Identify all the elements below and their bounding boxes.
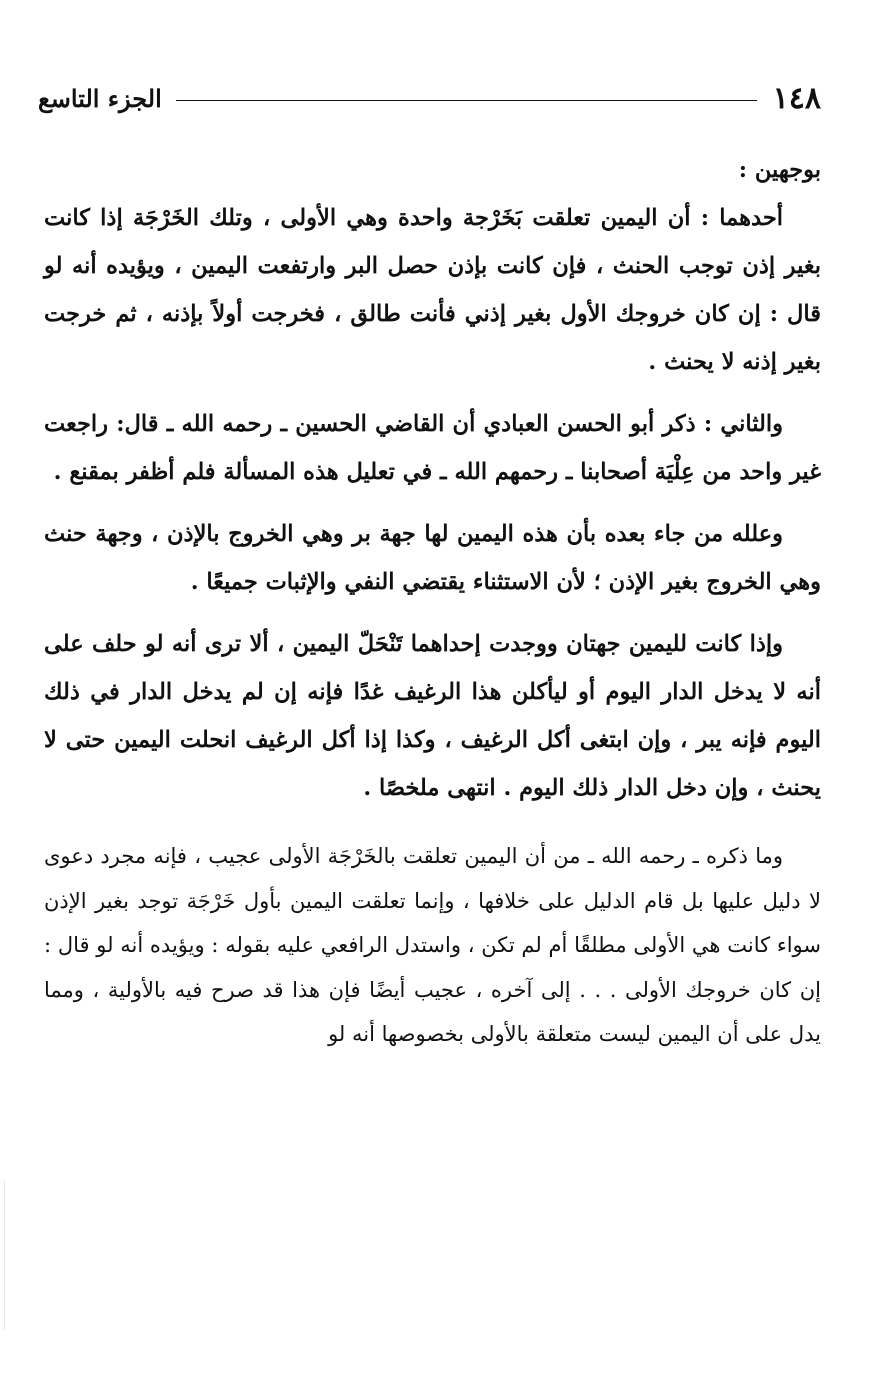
paragraph-intro: بوجهين : xyxy=(738,157,821,183)
page-header xyxy=(38,78,821,118)
scan-margin-line xyxy=(4,1180,5,1330)
commentary-block xyxy=(44,834,821,1057)
page-number: ١٤٨ xyxy=(772,80,821,116)
body-text xyxy=(44,146,821,1057)
header-rule xyxy=(176,100,757,101)
running-title: الجزء التاسع xyxy=(38,83,162,113)
paragraph-commentary: وما ذكره ـ رحمه الله ـ من أن اليمين تعلقت بالخَرْجَة الأولى عجيب ، فإنه مجرد دعوى لا دليل عليها بل قام الدليل على خلافها ، وإنما تعلقت اليمين بأول خَرْجَة توجد بغير الإذن سواء كانت هي الأولى مطلقًا أم لم تكن ، واستدل الرافعي عليه بقوله : ويؤيده أنه لو قال : إن كان خروجك الأولى . . . إلى آخره ، عجيب أيضًا فإن هذا قد صرح فيه بالأولية ، ومما يدل على أن اليمين ليست متعلقة بالأولى بخصوصها أنه لو xyxy=(44,844,821,1046)
paragraph-example: وإذا كانت لليمين جهتان ووجدت إحداهما تَنْحَلّ اليمين ، ألا ترى أنه لو حلف على أنه لا يدخل الدار اليوم أو ليأكلن هذا الرغيف غدًا فإنه إن لم يدخل الدار في ذلك اليوم فإنه يبر ، وإن ابتغى أكل الرغيف ، وكذا إذا أكل الرغيف انحلت اليمين حتى لا يحنث ، وإن دخل الدار ذلك اليوم . انتهى ملخصًا . xyxy=(44,631,821,801)
bold-text-block xyxy=(44,146,821,812)
paragraph-first-reason: أحدهما : أن اليمين تعلقت بَخَرْجة واحدة وهي الأولى ، وتلك الخَرْجَة إذا كانت بغير إذن توجب الحنث ، فإن كانت بإذن حصل البر وارتفعت اليمين ، ويؤيده أنه لو قال : إن كان خروجك الأول بغير إذني فأنت طالق ، فخرجت أولاً بإذنه ، ثم خرجت بغير إذنه لا يحنث . xyxy=(44,205,821,375)
paragraph-second-reason: والثاني : ذكر أبو الحسن العبادي أن القاضي الحسين ـ رحمه الله ـ قال: راجعت غير واحد من عِلْيَة أصحابنا ـ رحمهم الله ـ في تعليل هذه المسألة فلم أظفر بمقنع . xyxy=(44,411,821,485)
paragraph-explanation: وعلله من جاء بعده بأن هذه اليمين لها جهة بر وهي الخروج بالإذن ، وجهة حنث وهي الخروج بغير الإذن ؛ لأن الاستثناء يقتضي النفي والإثبات جميعًا . xyxy=(44,521,821,595)
